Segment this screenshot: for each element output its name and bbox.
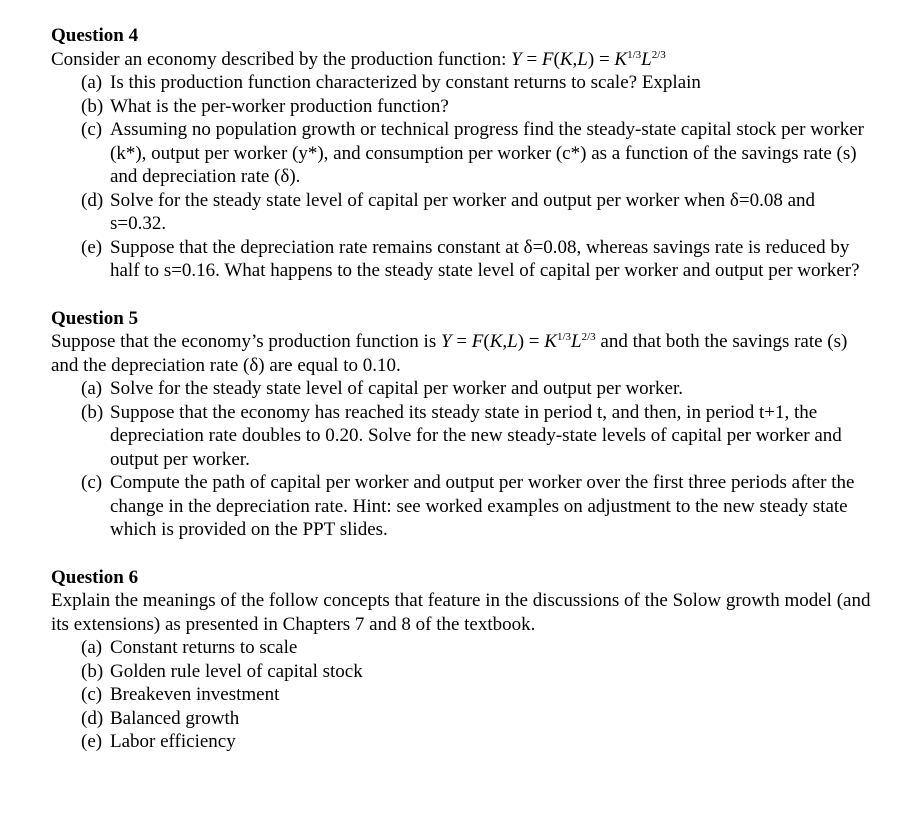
part-label: (b) <box>81 95 104 117</box>
intro-text: Suppose that the economy’s production function is <box>51 331 437 352</box>
question-5 <box>51 307 871 542</box>
part-label: (c) <box>81 684 103 705</box>
part-text: Constant returns to scale <box>110 637 298 658</box>
question-part <box>81 118 871 189</box>
part-label: (e) <box>81 236 103 258</box>
question-parts <box>51 71 871 283</box>
question-part <box>81 401 871 472</box>
question-title: Question 5 <box>51 307 139 329</box>
part-label: (d) <box>81 707 104 729</box>
question-part <box>81 636 871 660</box>
production-function-equation: $Y = F(K,L) = K^{1/3}L^{2/3}$ <box>440 331 596 352</box>
part-text: Is this production function characterized by constant returns to scale? Explain <box>110 72 701 93</box>
question-parts <box>51 377 871 542</box>
question-part <box>81 660 871 684</box>
intro-text: Consider an economy described by the production function: <box>51 48 507 70</box>
part-label: (a) <box>81 378 103 399</box>
section-spacer <box>51 542 871 566</box>
question-4 <box>51 24 871 283</box>
question-part <box>81 71 871 95</box>
question-part <box>81 236 871 283</box>
document-page <box>51 24 871 754</box>
question-intro <box>51 330 871 377</box>
intro-text-continued: and that both the savings rate (s) and the depreciation rate (δ) are equal to 0.10. <box>51 331 848 376</box>
part-text: Suppose that the economy has reached its steady state in period t, and then, in period t+1, the depreciation rate doubles to 0.20. Solve for the new steady-state levels of capital per worker and output per worker. <box>110 401 842 470</box>
question-part <box>81 730 871 754</box>
question-title: Question 4 <box>51 25 139 46</box>
part-text: Balanced growth <box>110 707 240 729</box>
part-label: (a) <box>81 72 103 93</box>
question-part <box>81 683 871 707</box>
part-label: (c) <box>81 119 103 140</box>
part-text: Compute the path of capital per worker and output per worker over the first three periods after the change in the depreciation rate. Hint: see worked examples on adjustment to the new steady state which is provided on the PPT slides. <box>110 472 855 540</box>
question-intro: Explain the meanings of the follow concepts that feature in the discussions of the Solow growth model (and its extensions) as presented in Chapters 7 and 8 of the textbook. <box>51 590 871 635</box>
question-part <box>81 377 871 401</box>
question-part <box>81 189 871 236</box>
part-label: (b) <box>81 660 104 682</box>
part-text: Solve for the steady state level of capital per worker and output per worker when δ=0.08 and s=0.32. <box>110 189 816 234</box>
question-part <box>81 707 871 731</box>
part-text: Suppose that the depreciation rate remains constant at δ=0.08, whereas savings rate is reduced by half to s=0.16. What happens to the steady state level of capital per worker and output per worker? <box>110 236 860 281</box>
part-label: (b) <box>81 401 104 423</box>
part-label: (d) <box>81 189 104 211</box>
part-text: Labor efficiency <box>110 731 236 752</box>
production-function-equation: $Y = F(K,L) = K^{1/3}L^{2/3}$ <box>511 48 666 70</box>
question-intro <box>51 48 871 72</box>
part-text: Solve for the steady state level of capital per worker and output per worker. <box>110 378 683 399</box>
part-text: Assuming no population growth or technical progress find the steady-state capital stock per worker (k*), output per worker (y*), and consumption per worker (c*) as a function of the savings rate (s) and depreciation rate (δ). <box>110 119 864 187</box>
question-part <box>81 471 871 542</box>
part-text: What is the per-worker production function? <box>110 95 449 117</box>
part-label: (e) <box>81 731 103 752</box>
question-title: Question 6 <box>51 566 139 588</box>
question-6 <box>51 566 871 754</box>
part-text: Golden rule level of capital stock <box>110 660 363 682</box>
section-spacer <box>51 283 871 307</box>
question-part <box>81 95 871 119</box>
part-label: (a) <box>81 637 103 658</box>
part-label: (c) <box>81 472 103 493</box>
part-text: Breakeven investment <box>110 684 280 705</box>
question-parts <box>51 636 871 754</box>
